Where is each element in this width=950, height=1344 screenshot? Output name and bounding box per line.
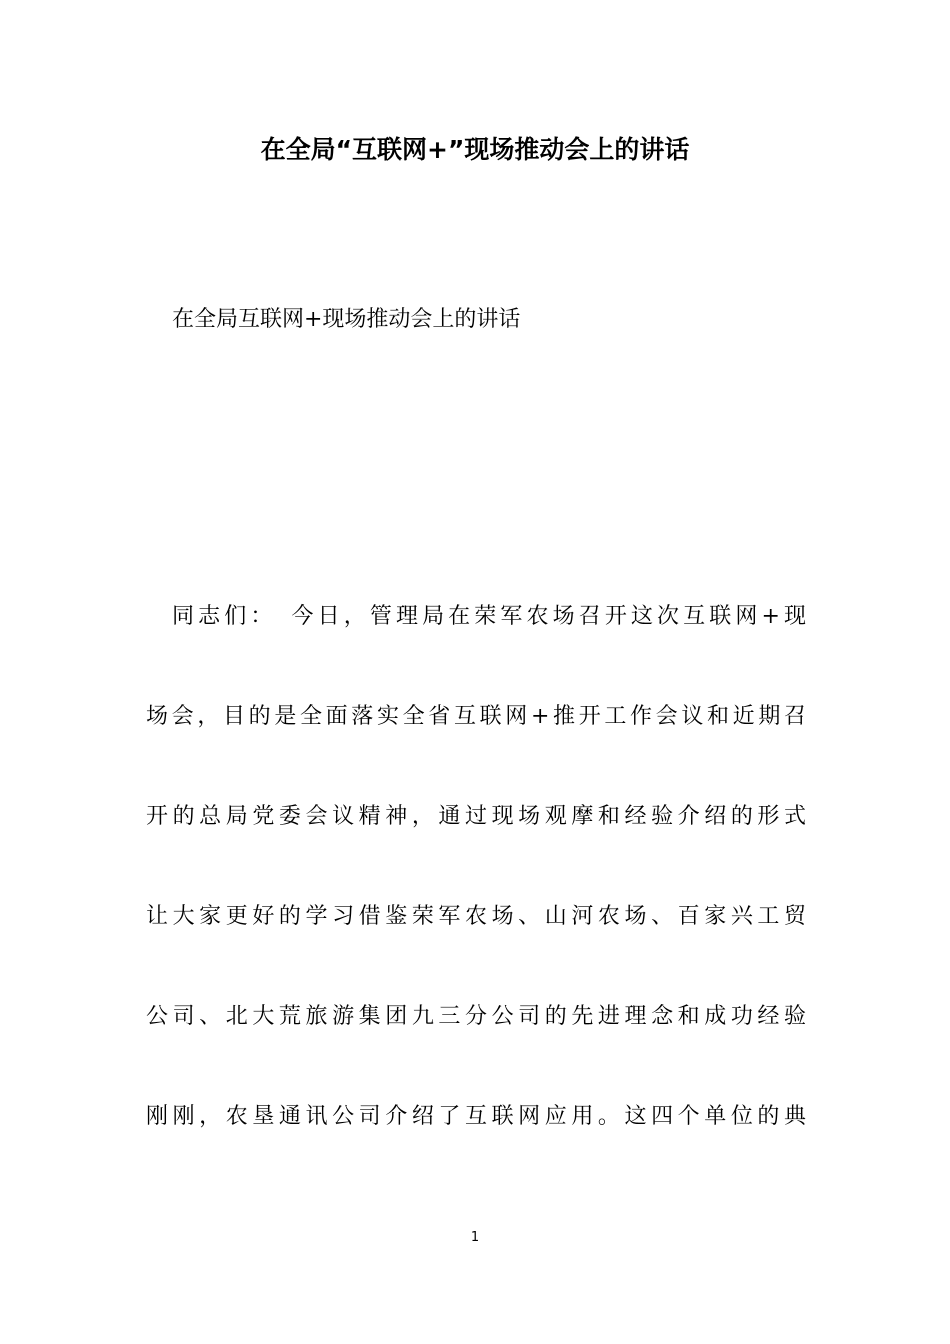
body-line-2: 场会，目的是全面落实全省互联网+推开工作会议和近期召 — [146, 704, 806, 729]
body-line-1: 同志们： 今日，管理局在荣军农场召开这次互联网+现 — [172, 604, 806, 629]
body-line-3: 开的总局党委会议精神，通过现场观摩和经验介绍的形式 — [146, 804, 806, 829]
body-line-6: 刚刚，农垦通讯公司介绍了互联网应用。这四个单位的典 — [146, 1104, 806, 1129]
document-subtitle: 在全局互联网+现场推动会上的讲话 — [172, 307, 521, 332]
body-line-4: 让大家更好的学习借鉴荣军农场、山河农场、百家兴工贸 — [146, 904, 806, 929]
document-title: 在全局“互联网+”现场推动会上的讲话 — [260, 135, 690, 164]
body-line-5: 公司、北大荒旅游集团九三分公司的先进理念和成功经验 — [146, 1004, 806, 1029]
page-number: 1 — [470, 1230, 480, 1245]
